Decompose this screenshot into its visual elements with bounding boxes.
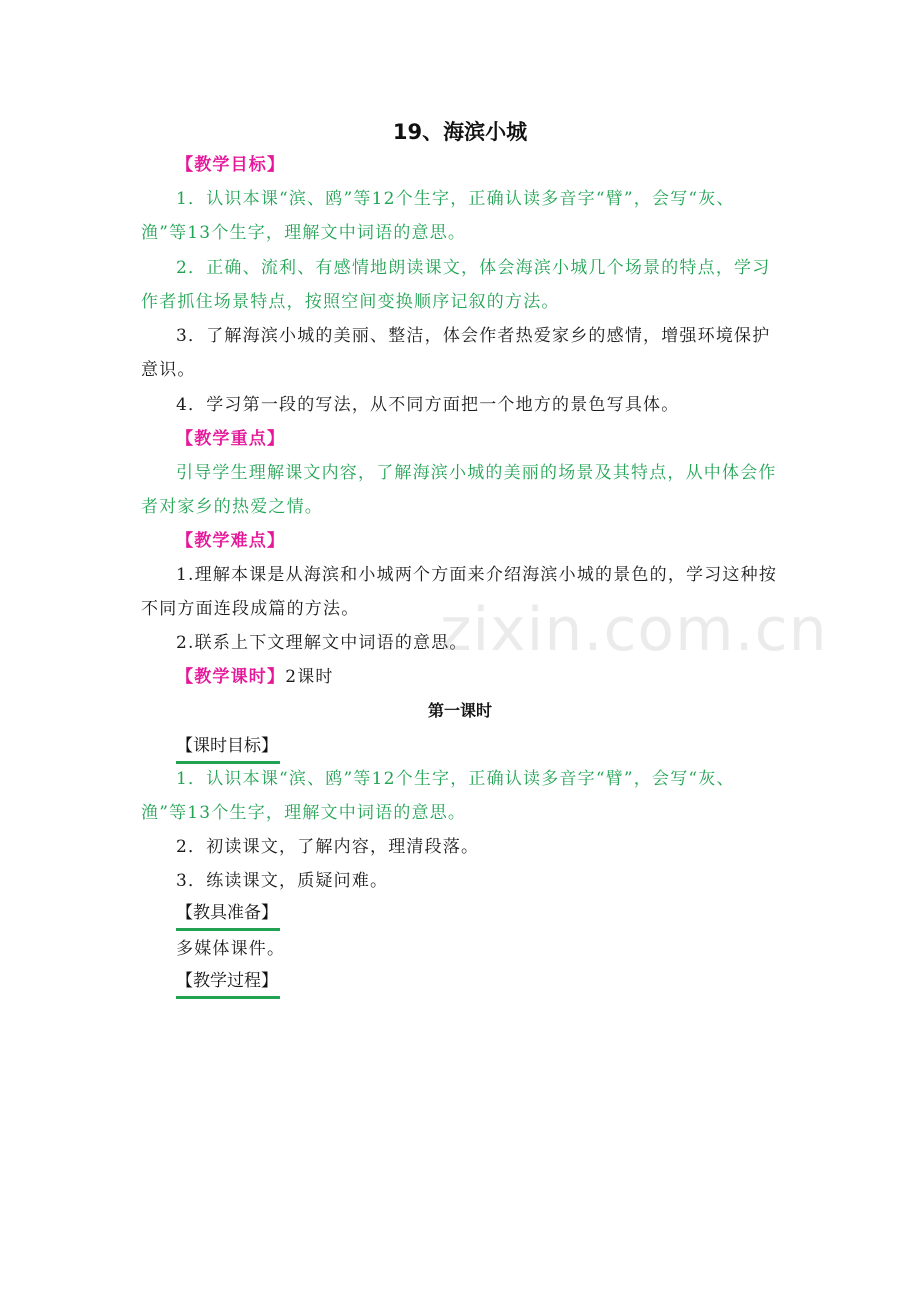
difficulty-1-line-1: 1.理解本课是从海滨和小城两个方面来介绍海滨小城的景色的，学习这种按	[176, 565, 778, 585]
teaching-goals-heading: 【教学目标】	[176, 155, 286, 175]
lesson-goals-heading: 【课时目标】	[176, 731, 280, 764]
watermark: zixin.com.cn	[440, 595, 828, 665]
lesson-goal-1-line-2: 渔”等13个生字，理解文中词语的意思。	[141, 803, 467, 823]
difficulties-heading: 【教学难点】	[176, 531, 286, 551]
lesson-goal-3: 3．练读课文，质疑问难。	[176, 871, 389, 891]
key-points-heading: 【教学重点】	[176, 429, 286, 449]
document-title: 19、海滨小城	[392, 120, 528, 144]
prep-text: 多媒体课件。	[176, 939, 286, 959]
periods-row	[176, 660, 826, 694]
periods-value: 2课时	[285, 667, 334, 687]
first-lesson-title: 第一课时	[427, 701, 492, 720]
goal-3-line-2: 意识。	[141, 360, 196, 380]
lesson-goal-2: 2．初读课文，了解内容，理清段落。	[176, 837, 480, 857]
key-points-line-2: 者对家乡的热爱之情。	[141, 497, 323, 517]
prep-heading: 【教具准备】	[176, 898, 280, 931]
difficulty-1-line-2: 不同方面连段成篇的方法。	[141, 599, 360, 619]
goal-1-line-1: 1．认识本课“滨、鸥”等12个生字，正确认读多音字“臂”，会写“灰、	[176, 189, 735, 209]
difficulty-2: 2.联系上下文理解文中词语的意思。	[176, 633, 468, 653]
lesson-goal-1-line-1: 1．认识本课“滨、鸥”等12个生字，正确认读多音字“臂”，会写“灰、	[176, 769, 735, 789]
goal-4: 4．学习第一段的写法，从不同方面把一个地方的景色写具体。	[176, 395, 680, 415]
goal-1-line-2: 渔”等13个生字，理解文中词语的意思。	[141, 223, 467, 243]
process-heading: 【教学过程】	[176, 966, 280, 999]
goal-2-line-1: 2．正确、流利、有感情地朗读课文，体会海滨小城几个场景的特点，学习	[176, 258, 771, 278]
goal-3-line-1: 3．了解海滨小城的美丽、整洁，体会作者热爱家乡的感情，增强环境保护	[176, 326, 771, 346]
goal-2-line-2: 作者抓住场景特点，按照空间变换顺序记叙的方法。	[141, 292, 560, 312]
periods-heading: 【教学课时】	[176, 667, 286, 687]
key-points-line-1: 引导学生理解课文内容，了解海滨小城的美丽的场景及其特点，从中体会作	[176, 463, 777, 483]
